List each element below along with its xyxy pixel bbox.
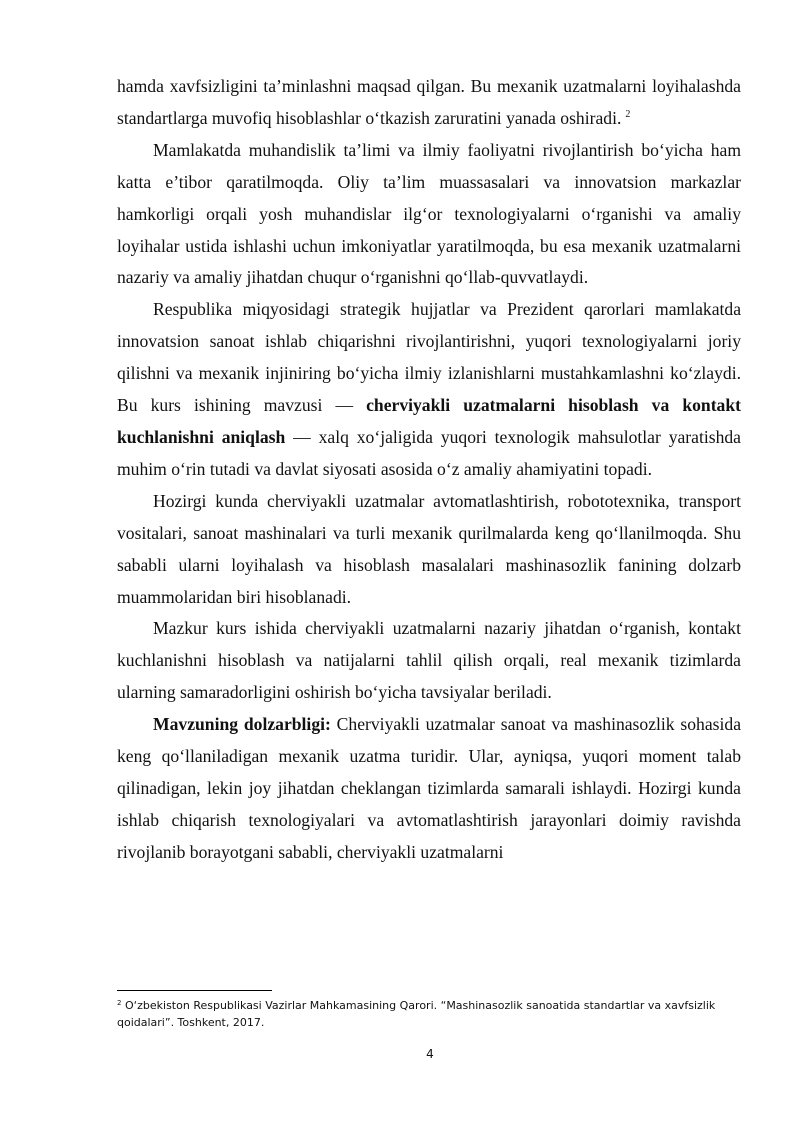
paragraph-3 bbox=[117, 294, 741, 485]
body-text bbox=[117, 71, 741, 869]
page-number: 4 bbox=[426, 1047, 434, 1061]
paragraph-5: Mazkur kurs ishida cherviyakli uzatmalarni nazariy jihatdan o‘rganish, kontakt kuchlanishni hisoblash va natijalarni tahlil qilish orqali, real mexanik tizimlarda ularning samaradorligini oshirish bo‘yicha tavsiyalar beriladi. bbox=[117, 618, 741, 703]
footnote-reference[interactable]: 2 bbox=[625, 108, 631, 120]
footnote-text: O‘zbekiston Respublikasi Vazirlar Mahkamasining Qarori. “Mashinasozlik sanoatida standartlar va xavfsizlik qoidalari”. Toshkent, 2017. bbox=[117, 999, 716, 1029]
paragraph-6 bbox=[117, 709, 741, 869]
paragraph-1 bbox=[117, 71, 741, 135]
paragraph-3-text-after: — xalq xo‘jaligida yuqori texnologik mahsulotlar yaratishda muhim o‘rin tutadi va davlat siyosati asosida o‘z amaliy ahamiyatini topadi. bbox=[117, 426, 741, 479]
footnote-separator bbox=[117, 990, 272, 991]
course-topic-bold: cherviyakli uzatmalarni hisoblash va kontakt kuchlanishni aniqlash bbox=[117, 395, 741, 447]
footnote bbox=[117, 997, 741, 1031]
paragraph-3-text-before: Respublika miqyosidagi strategik hujjatlar va Prezident qarorlari mamlakatda innovatsion sanoat ishlab chiqarishni rivojlantirishni, yuqori texnologiyalarni joriy qilishni va mexanik injiniring bo‘yicha ilmiy izlanishlarni mustahkamlashni ko‘zlaydi. Bu kurs ishining mavzusi — bbox=[117, 299, 741, 416]
paragraph-1-text: hamda xavfsizligini ta’minlashni maqsad qilgan. Bu mexanik uzatmalarni loyihalashda standartlarga muvofiq hisoblashlar o‘tkazish zaruratini yanada oshiradi. bbox=[117, 76, 741, 128]
relevance-heading-bold: Mavzuning dolzarbligi: bbox=[153, 714, 331, 735]
footnote-marker: 2 bbox=[117, 999, 122, 1007]
paragraph-6-text: Cherviyakli uzatmalar sanoat va mashinasozlik sohasida keng qo‘llaniladigan mexanik uzatma turidir. Ular, ayniqsa, yuqori moment talab qilinadigan, lekin joy jihatdan cheklangan tizimlarda samarali ishlaydi. Hozirgi kunda ishlab chiqarish texnologiyalari va avtomatlashtirish jarayonlari doimiy ravishda rivojlanib borayotgani sababli, cherviyakli uzatmalarni bbox=[117, 714, 741, 862]
paragraph-2: Mamlakatda muhandislik ta’limi va ilmiy faoliyatni rivojlantirish bo‘yicha ham katta e’tibor qaratilmoqda. Oliy ta’lim muassasalari va innovatsion markazlar hamkorligi orqali yosh muhandislar ilg‘or texnologiyalarni o‘rganishi va amaliy loyihalar ustida ishlashi uchun imkoniyatlar yaratilmoqda, bu esa mexanik uzatmalarni nazariy va amaliy jihatdan chuqur o‘rganishni qo‘llab-quvvatlaydi. bbox=[117, 139, 741, 288]
paragraph-4: Hozirgi kunda cherviyakli uzatmalar avtomatlashtirish, robototexnika, transport vositalari, sanoat mashinalari va turli mexanik qurilmalarda keng qo‘llanilmoqda. Shu sababli ularni loyihalash va hisoblash masalalari mashinasozlik fanining dolzarb muammolaridan biri hisoblanadi. bbox=[117, 490, 741, 607]
